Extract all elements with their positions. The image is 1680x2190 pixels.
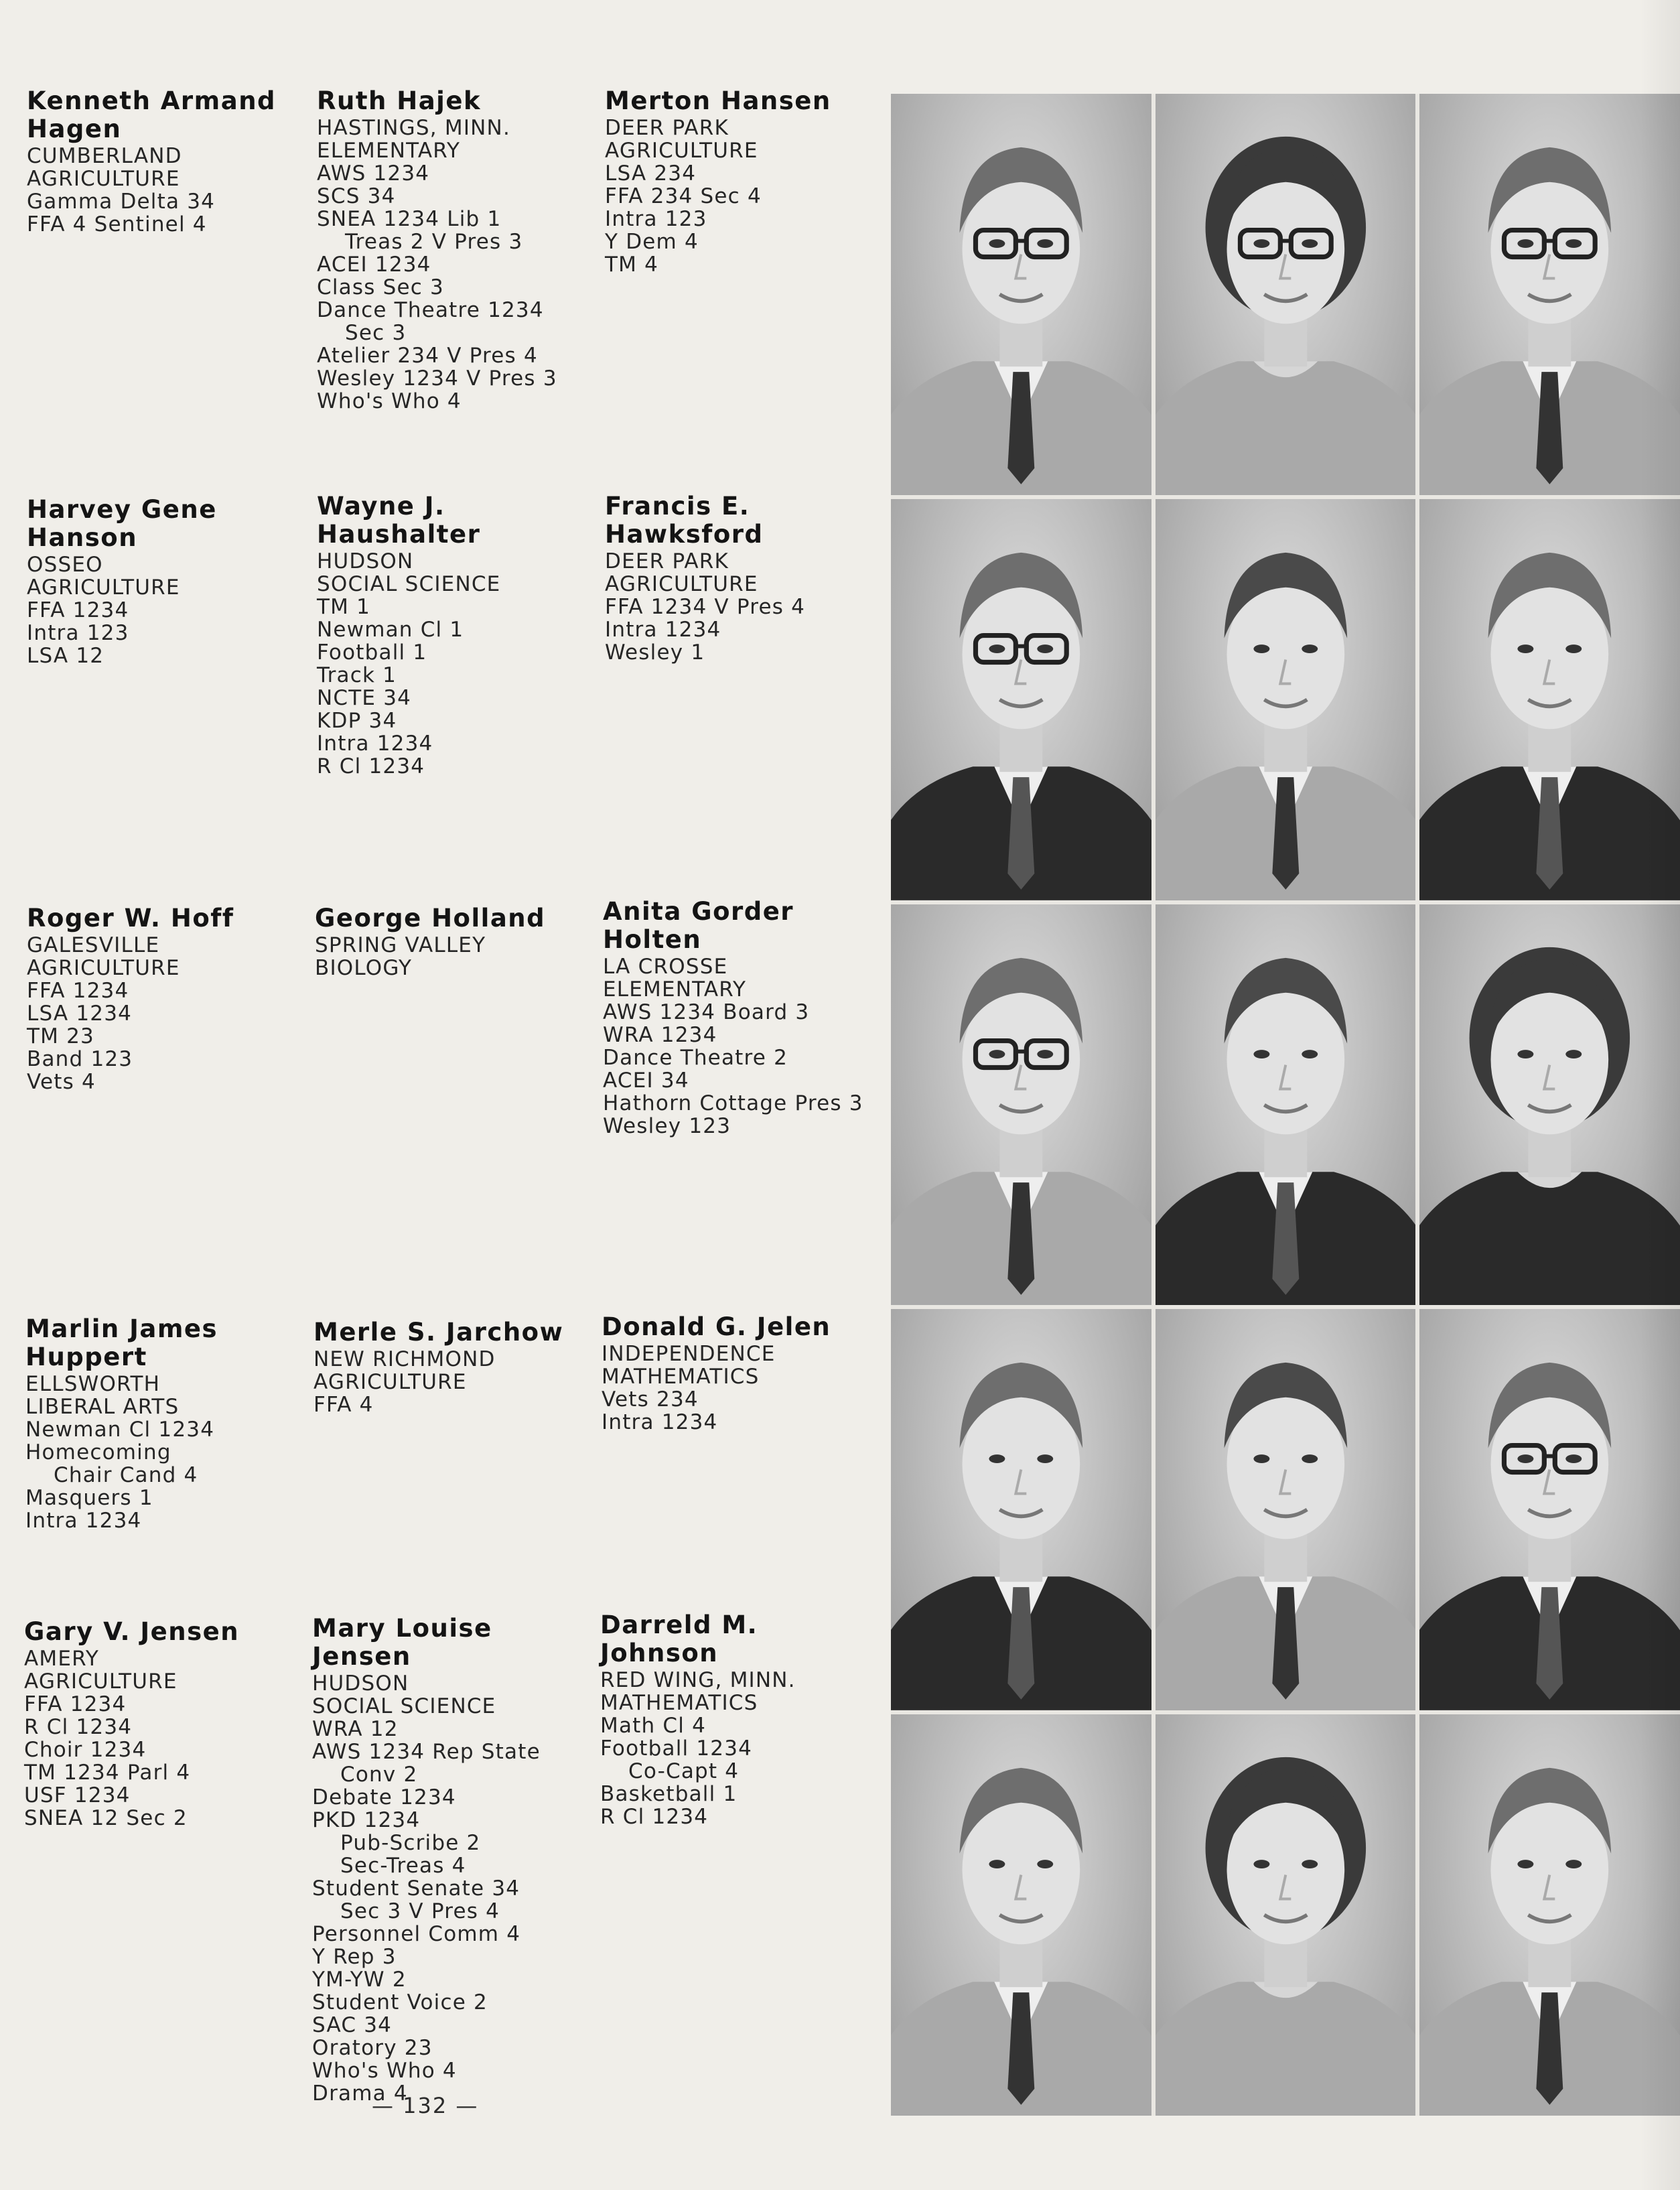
detail-line: USF 1234	[24, 1783, 131, 1807]
detail-line: Vets 4	[27, 1070, 96, 1094]
detail-line: HUDSON	[317, 549, 414, 573]
detail-line: ACEI 1234	[317, 253, 431, 277]
student-details	[317, 550, 598, 778]
detail-line: Y Rep 3	[312, 1945, 397, 1969]
detail-line: AWS 1234 Board 3	[603, 1000, 810, 1024]
portrait-photo	[891, 94, 1151, 495]
student-details	[600, 1669, 882, 1828]
detail-line: LA CROSSE	[603, 955, 728, 979]
entry-merle-jarchow	[313, 1318, 595, 1416]
detail-line: Pub-Scribe 2	[340, 1831, 481, 1855]
detail-line: Track 1	[317, 663, 397, 687]
portrait-grid	[891, 94, 1680, 2116]
detail-line: FFA 1234	[27, 598, 129, 622]
detail-line: Student Senate 34	[312, 1876, 520, 1901]
detail-line: Who's Who 4	[312, 2059, 457, 2083]
detail-line: ELEMENTARY	[603, 977, 747, 1002]
entry-mary-jensen	[312, 1615, 593, 2105]
detail-line: Intra 1234	[317, 732, 433, 756]
detail-line: GALESVILLE	[27, 933, 160, 957]
entry-donald-jelen	[602, 1313, 883, 1434]
detail-line: SCS 34	[317, 184, 396, 208]
detail-line: AGRICULTURE	[605, 572, 758, 596]
student-name: Merton Hansen	[605, 86, 831, 115]
detail-line: Vets 234	[602, 1387, 699, 1412]
student-name: Wayne J. Haushalter	[317, 492, 481, 549]
detail-line: FFA 1234 V Pres 4	[605, 595, 806, 619]
detail-line: NCTE 34	[317, 686, 412, 710]
detail-line: SNEA 12 Sec 2	[24, 1806, 188, 1830]
portrait-photo	[891, 1309, 1151, 1710]
detail-line: AGRICULTURE	[605, 139, 758, 163]
detail-line: DEER PARK	[605, 549, 729, 573]
detail-line: FFA 4 Sentinel 4	[27, 212, 207, 236]
detail-line: AGRICULTURE	[27, 575, 180, 600]
detail-line: AGRICULTURE	[313, 1370, 467, 1394]
detail-line: Homecoming	[25, 1440, 171, 1464]
student-name: Ruth Hajek	[317, 86, 482, 115]
detail-line: AGRICULTURE	[27, 956, 180, 980]
page-number: — 132 —	[372, 2093, 479, 2118]
detail-line: Intra 123	[605, 207, 707, 231]
detail-line: R Cl 1234	[600, 1805, 709, 1829]
detail-line: WRA 12	[312, 1717, 399, 1741]
detail-line: Intra 1234	[25, 1509, 142, 1533]
detail-line: SOCIAL SCIENCE	[317, 572, 501, 596]
detail-line: Chair Cand 4	[54, 1463, 198, 1487]
detail-line: SNEA 1234 Lib 1	[317, 207, 502, 231]
detail-line: Dance Theatre 1234	[317, 298, 544, 322]
detail-line: Treas 2 V Pres 3	[345, 230, 523, 254]
student-name: Donald G. Jelen	[602, 1312, 831, 1341]
detail-line: Sec 3	[345, 321, 407, 345]
portrait-photo	[1156, 499, 1416, 900]
entry-roger-hoff	[27, 904, 308, 1093]
portrait-photo	[1156, 904, 1416, 1306]
detail-line: Dance Theatre 2	[603, 1046, 788, 1070]
portrait-photo	[891, 904, 1151, 1306]
detail-line: WRA 1234	[603, 1023, 717, 1047]
entry-ruth-hajek	[317, 87, 598, 413]
student-name: Francis E. Hawksford	[605, 492, 764, 549]
entry-merton-hansen	[605, 87, 886, 276]
detail-line: FFA 234 Sec 4	[605, 184, 762, 208]
detail-line: ELEMENTARY	[317, 139, 461, 163]
detail-line: LIBERAL ARTS	[25, 1395, 180, 1419]
detail-line: R Cl 1234	[24, 1715, 133, 1739]
detail-line: Personnel Comm 4	[312, 1922, 521, 1946]
entry-francis-hawksford	[605, 492, 886, 664]
page-edge-shadow	[1640, 0, 1680, 2190]
student-name: Gary V. Jensen	[24, 1617, 240, 1646]
detail-line: Masquers 1	[25, 1486, 153, 1510]
student-details	[605, 550, 886, 664]
entry-gary-jensen	[24, 1618, 305, 1830]
detail-line: Math Cl 4	[600, 1714, 707, 1738]
detail-line: MATHEMATICS	[600, 1691, 758, 1715]
entry-anita-holten	[603, 898, 884, 1138]
student-name: Kenneth Armand Hagen	[27, 86, 277, 143]
detail-line: NEW RICHMOND	[313, 1347, 496, 1371]
detail-line: HUDSON	[312, 1671, 409, 1696]
student-name: Marlin James Huppert	[25, 1314, 218, 1371]
detail-line: ELLSWORTH	[25, 1372, 161, 1396]
detail-line: SOCIAL SCIENCE	[312, 1694, 496, 1718]
detail-line: SAC 34	[312, 2013, 393, 2037]
detail-line: AGRICULTURE	[24, 1669, 178, 1694]
entry-marlin-huppert	[25, 1315, 307, 1532]
student-details	[27, 553, 308, 667]
detail-line: ACEI 34	[603, 1069, 689, 1093]
detail-line: CUMBERLAND	[27, 144, 182, 168]
detail-line: AMERY	[24, 1647, 100, 1671]
entry-darreld-johnson	[600, 1611, 882, 1828]
detail-line: DEER PARK	[605, 116, 729, 140]
student-details	[602, 1343, 883, 1434]
detail-line: Debate 1234	[312, 1785, 456, 1809]
student-details	[24, 1647, 305, 1830]
detail-line: Basketball 1	[600, 1782, 738, 1806]
student-details	[317, 117, 598, 413]
detail-line: Football 1234	[600, 1736, 753, 1761]
student-name: Harvey Gene Hanson	[27, 495, 217, 552]
detail-line: LSA 12	[27, 644, 104, 668]
portrait-photo	[1156, 1309, 1416, 1710]
detail-line: HASTINGS, MINN.	[317, 116, 510, 140]
detail-line: Class Sec 3	[317, 275, 444, 299]
detail-line: YM-YW 2	[312, 1968, 407, 1992]
entry-harvey-hanson	[27, 496, 308, 667]
detail-line: AGRICULTURE	[27, 167, 180, 191]
detail-line: Student Voice 2	[312, 1990, 488, 2014]
detail-line: TM 1	[317, 595, 371, 619]
detail-line: Sec-Treas 4	[340, 1854, 466, 1878]
student-details	[313, 1348, 595, 1416]
portrait-photo	[1156, 1714, 1416, 2116]
student-name: Roger W. Hoff	[27, 904, 234, 933]
student-details	[312, 1672, 593, 2105]
detail-line: R Cl 1234	[317, 754, 425, 778]
portrait-photo	[891, 499, 1151, 900]
entry-george-holland	[315, 904, 596, 979]
detail-line: Atelier 234 V Pres 4	[317, 344, 538, 368]
detail-line: AWS 1234 Rep State	[312, 1740, 541, 1764]
detail-line: FFA 4	[313, 1393, 374, 1417]
detail-line: Drama 4	[312, 2081, 408, 2106]
detail-line: Co-Capt 4	[628, 1759, 740, 1783]
detail-line: FFA 1234	[27, 979, 129, 1003]
entry-wayne-haushalter	[317, 492, 598, 778]
portrait-photo	[1156, 94, 1416, 495]
student-name: Darreld M. Johnson	[600, 1611, 758, 1667]
detail-line: Intra 123	[27, 621, 129, 645]
detail-line: RED WING, MINN.	[600, 1668, 796, 1692]
detail-line: MATHEMATICS	[602, 1365, 760, 1389]
entry-kenneth-hagen	[27, 87, 308, 236]
detail-line: TM 4	[605, 253, 659, 277]
student-details	[603, 955, 884, 1138]
detail-line: TM 1234 Parl 4	[24, 1761, 191, 1785]
detail-line: KDP 34	[317, 709, 397, 733]
student-details	[27, 934, 308, 1093]
detail-line: Who's Who 4	[317, 389, 462, 413]
detail-line: Oratory 23	[312, 2036, 433, 2060]
student-details	[315, 934, 596, 979]
detail-line: LSA 234	[605, 161, 697, 186]
detail-line: Sec 3 V Pres 4	[340, 1899, 500, 1923]
student-name: George Holland	[315, 904, 546, 933]
detail-line: Intra 1234	[605, 618, 721, 642]
detail-line: Football 1	[317, 640, 427, 665]
detail-line: Wesley 1234 V Pres 3	[317, 366, 557, 391]
detail-line: PKD 1234	[312, 1808, 421, 1832]
detail-line: Band 123	[27, 1047, 133, 1071]
student-name: Anita Gorder Holten	[603, 897, 794, 954]
detail-line: Wesley 1	[605, 640, 705, 665]
detail-line: AWS 1234	[317, 161, 430, 186]
detail-line: LSA 1234	[27, 1002, 133, 1026]
detail-line: TM 23	[27, 1024, 94, 1048]
detail-line: INDEPENDENCE	[602, 1342, 776, 1366]
student-name: Mary Louise Jensen	[312, 1614, 492, 1671]
detail-line: FFA 1234	[24, 1692, 127, 1716]
detail-line: Gamma Delta 34	[27, 190, 216, 214]
detail-line: Conv 2	[340, 1763, 418, 1787]
detail-line: Choir 1234	[24, 1738, 147, 1762]
detail-line: OSSEO	[27, 553, 103, 577]
detail-line: SPRING VALLEY	[315, 933, 486, 957]
portrait-photo	[891, 1714, 1151, 2116]
detail-line: BIOLOGY	[315, 956, 413, 980]
detail-line: Wesley 123	[603, 1114, 731, 1138]
detail-line: Intra 1234	[602, 1410, 718, 1434]
student-details	[25, 1373, 307, 1532]
student-name: Merle S. Jarchow	[313, 1318, 564, 1347]
student-details	[27, 145, 308, 236]
detail-line: Y Dem 4	[605, 230, 699, 254]
detail-line: Newman Cl 1	[317, 618, 464, 642]
student-details	[605, 117, 886, 276]
detail-line: Hathorn Cottage Pres 3	[603, 1091, 863, 1115]
detail-line: Newman Cl 1234	[25, 1418, 215, 1442]
